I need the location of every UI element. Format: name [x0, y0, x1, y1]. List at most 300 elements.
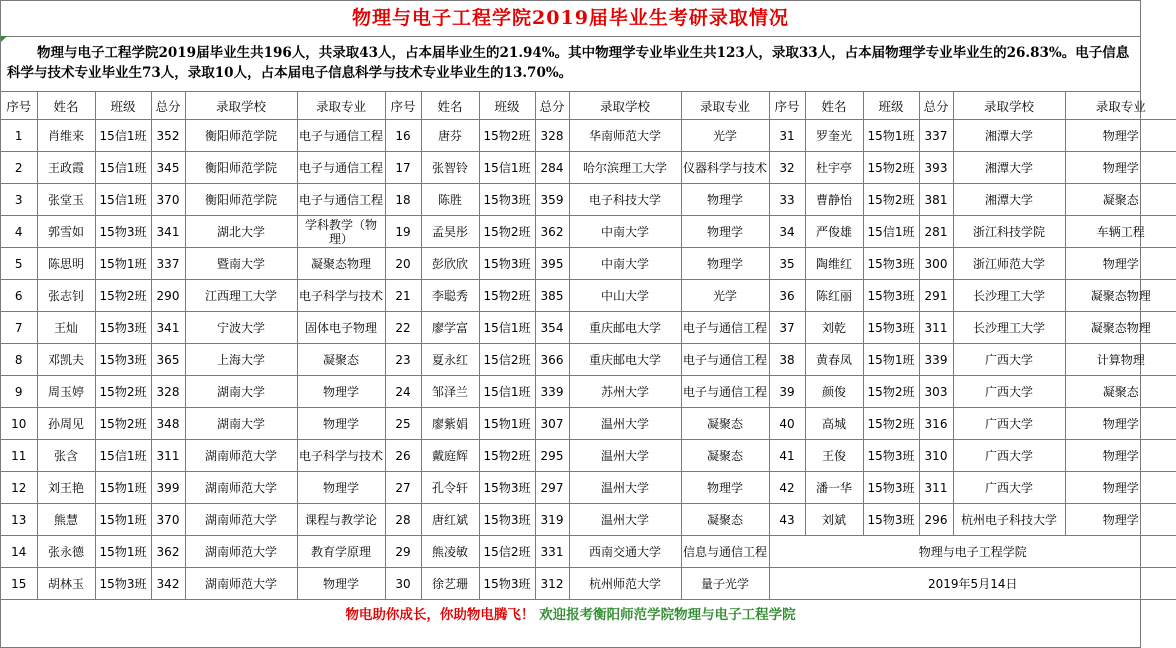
cell-major[interactable]: 信息与通信工程 [681, 536, 769, 568]
cell-class[interactable]: 15物2班 [95, 408, 151, 440]
cell-class[interactable]: 15信1班 [479, 376, 535, 408]
cell-school[interactable]: 湖南大学 [185, 408, 297, 440]
cell-index[interactable]: 21 [385, 280, 421, 312]
cell-major[interactable]: 物理学 [1065, 504, 1176, 536]
cell-index[interactable]: 26 [385, 440, 421, 472]
cell-score[interactable]: 300 [919, 248, 953, 280]
header-class: 班级 [95, 92, 151, 120]
cell-index[interactable]: 23 [385, 344, 421, 376]
cell-major[interactable]: 凝聚态物理 [1065, 312, 1176, 344]
cell-score[interactable]: 341 [151, 216, 185, 248]
cell-index[interactable]: 40 [769, 408, 805, 440]
cell-index[interactable]: 29 [385, 536, 421, 568]
cell-class[interactable]: 15物2班 [863, 184, 919, 216]
cell-name[interactable]: 陈红丽 [805, 280, 863, 312]
cell-major[interactable]: 电子与通信工程 [681, 312, 769, 344]
cell-class[interactable]: 15信1班 [479, 152, 535, 184]
cell-class[interactable]: 15物1班 [863, 120, 919, 152]
cell-major[interactable]: 凝聚态 [1065, 184, 1176, 216]
cell-score[interactable]: 395 [535, 248, 569, 280]
table-row [1, 504, 1176, 536]
cell-major[interactable]: 教育学原理 [297, 536, 385, 568]
cell-score[interactable]: 354 [535, 312, 569, 344]
cell-name[interactable]: 徐艺珊 [421, 568, 479, 600]
cell-class[interactable]: 15物2班 [479, 120, 535, 152]
cell-score[interactable]: 385 [535, 280, 569, 312]
cell-index[interactable]: 37 [769, 312, 805, 344]
cell-school[interactable]: 湖北大学 [185, 216, 297, 248]
header-class: 班级 [479, 92, 535, 120]
cell-school[interactable]: 衡阳师范学院 [185, 120, 297, 152]
cell-name[interactable]: 杜宇亭 [805, 152, 863, 184]
cell-school[interactable]: 湘潭大学 [953, 184, 1065, 216]
cell-name[interactable]: 周玉婷 [37, 376, 95, 408]
cell-score[interactable]: 342 [151, 568, 185, 600]
cell-score[interactable]: 331 [535, 536, 569, 568]
cell-score[interactable]: 352 [151, 120, 185, 152]
admission-table [1, 92, 1176, 600]
cell-name[interactable]: 邹泽兰 [421, 376, 479, 408]
table-row [1, 312, 1176, 344]
cell-index[interactable]: 7 [1, 312, 37, 344]
cell-school[interactable]: 衡阳师范学院 [185, 152, 297, 184]
cell-score[interactable]: 319 [535, 504, 569, 536]
cell-score[interactable]: 337 [919, 120, 953, 152]
cell-school[interactable]: 湖南师范大学 [185, 568, 297, 600]
cell-index[interactable]: 17 [385, 152, 421, 184]
cell-index[interactable]: 10 [1, 408, 37, 440]
cell-index[interactable]: 9 [1, 376, 37, 408]
cell-school[interactable]: 湖南师范大学 [185, 440, 297, 472]
cell-index[interactable]: 32 [769, 152, 805, 184]
cell-index[interactable]: 6 [1, 280, 37, 312]
cell-score[interactable]: 307 [535, 408, 569, 440]
cell-school[interactable]: 广西大学 [953, 440, 1065, 472]
cell-index[interactable]: 8 [1, 344, 37, 376]
cell-index[interactable]: 41 [769, 440, 805, 472]
cell-major[interactable]: 物理学 [681, 248, 769, 280]
cell-score[interactable]: 303 [919, 376, 953, 408]
cell-index[interactable]: 18 [385, 184, 421, 216]
cell-name[interactable]: 黄春凤 [805, 344, 863, 376]
cell-school[interactable]: 温州大学 [569, 504, 681, 536]
cell-school[interactable]: 华南师范大学 [569, 120, 681, 152]
cell-score[interactable]: 316 [919, 408, 953, 440]
header-major: 录取专业 [1065, 92, 1176, 120]
cell-class[interactable]: 15物2班 [479, 440, 535, 472]
cell-class[interactable]: 15物2班 [863, 376, 919, 408]
cell-school[interactable]: 重庆邮电大学 [569, 312, 681, 344]
table-row [1, 216, 1176, 248]
cell-class[interactable]: 15物3班 [863, 248, 919, 280]
table-row [1, 184, 1176, 216]
cell-class[interactable]: 15物3班 [479, 504, 535, 536]
cell-major[interactable]: 学科教学（物理） [297, 216, 385, 248]
cell-major[interactable]: 凝聚态 [1065, 376, 1176, 408]
header-score: 总分 [535, 92, 569, 120]
cell-class[interactable]: 15信1班 [95, 440, 151, 472]
cell-name[interactable]: 陈思明 [37, 248, 95, 280]
cell-name[interactable]: 刘王艳 [37, 472, 95, 504]
cell-class[interactable]: 15物2班 [863, 152, 919, 184]
cell-index[interactable]: 22 [385, 312, 421, 344]
cell-school[interactable]: 湘潭大学 [953, 152, 1065, 184]
cell-class[interactable]: 15信1班 [479, 312, 535, 344]
cell-class[interactable]: 15物3班 [863, 504, 919, 536]
cell-name[interactable]: 陈胜 [421, 184, 479, 216]
cell-name[interactable]: 张永德 [37, 536, 95, 568]
cell-school[interactable]: 杭州电子科技大学 [953, 504, 1065, 536]
cell-name[interactable]: 孔令轩 [421, 472, 479, 504]
cell-class[interactable]: 15物3班 [95, 344, 151, 376]
table-row [1, 120, 1176, 152]
cell-school[interactable]: 哈尔滨理工大学 [569, 152, 681, 184]
cell-name[interactable]: 郭雪如 [37, 216, 95, 248]
table-row [1, 408, 1176, 440]
cell-major[interactable]: 量子光学 [681, 568, 769, 600]
cell-class[interactable]: 15物1班 [95, 248, 151, 280]
cell-class[interactable]: 15物1班 [95, 504, 151, 536]
cell-name[interactable]: 陶维红 [805, 248, 863, 280]
cell-class[interactable]: 15物2班 [95, 376, 151, 408]
cell-name[interactable]: 刘斌 [805, 504, 863, 536]
cell-score[interactable]: 311 [151, 440, 185, 472]
cell-class[interactable]: 15物3班 [479, 248, 535, 280]
header-major: 录取专业 [297, 92, 385, 120]
cell-major[interactable]: 凝聚态 [681, 440, 769, 472]
header-score: 总分 [919, 92, 953, 120]
cell-name[interactable]: 李聪秀 [421, 280, 479, 312]
cell-score[interactable]: 296 [919, 504, 953, 536]
cell-score[interactable]: 290 [151, 280, 185, 312]
cell-major[interactable]: 电子与通信工程 [297, 184, 385, 216]
cell-index[interactable]: 4 [1, 216, 37, 248]
cell-school[interactable]: 广西大学 [953, 376, 1065, 408]
cell-name[interactable]: 张含 [37, 440, 95, 472]
cell-major[interactable]: 物理学 [681, 216, 769, 248]
cell-school[interactable]: 湖南大学 [185, 376, 297, 408]
cell-index[interactable]: 12 [1, 472, 37, 504]
cell-major[interactable]: 凝聚态物理 [1065, 280, 1176, 312]
cell-major[interactable]: 凝聚态物理 [297, 248, 385, 280]
cell-school[interactable]: 江西理工大学 [185, 280, 297, 312]
cell-major[interactable]: 物理学 [297, 472, 385, 504]
cell-index[interactable]: 2 [1, 152, 37, 184]
signature-school: 物理与电子工程学院 [769, 536, 1176, 568]
cell-class[interactable]: 15物3班 [479, 472, 535, 504]
cell-name[interactable]: 戴庭辉 [421, 440, 479, 472]
cell-score[interactable]: 370 [151, 504, 185, 536]
cell-index[interactable]: 11 [1, 440, 37, 472]
cell-index[interactable]: 25 [385, 408, 421, 440]
cell-major[interactable]: 物理学 [1065, 248, 1176, 280]
cell-school[interactable]: 电子科技大学 [569, 184, 681, 216]
cell-class[interactable]: 15物3班 [863, 472, 919, 504]
cell-index[interactable]: 36 [769, 280, 805, 312]
cell-score[interactable]: 295 [535, 440, 569, 472]
cell-class[interactable]: 15物3班 [479, 568, 535, 600]
cell-index[interactable]: 35 [769, 248, 805, 280]
header-school: 录取学校 [953, 92, 1065, 120]
comment-marker-icon [1, 36, 7, 42]
cell-class[interactable]: 15信1班 [95, 120, 151, 152]
table-row [1, 152, 1176, 184]
header-index: 序号 [769, 92, 805, 120]
cell-score[interactable]: 310 [919, 440, 953, 472]
cell-school[interactable]: 上海大学 [185, 344, 297, 376]
cell-index[interactable]: 24 [385, 376, 421, 408]
cell-index[interactable]: 14 [1, 536, 37, 568]
cell-name[interactable]: 彭欣欣 [421, 248, 479, 280]
table-row [1, 440, 1176, 472]
cell-class[interactable]: 15物3班 [479, 184, 535, 216]
cell-name[interactable]: 潘一华 [805, 472, 863, 504]
cell-school[interactable]: 长沙理工大学 [953, 280, 1065, 312]
cell-major[interactable]: 车辆工程 [1065, 216, 1176, 248]
cell-score[interactable]: 281 [919, 216, 953, 248]
cell-score[interactable]: 328 [535, 120, 569, 152]
cell-name[interactable]: 王灿 [37, 312, 95, 344]
cell-score[interactable]: 348 [151, 408, 185, 440]
header-index: 序号 [385, 92, 421, 120]
cell-school[interactable]: 温州大学 [569, 408, 681, 440]
cell-school[interactable]: 西南交通大学 [569, 536, 681, 568]
cell-name[interactable]: 唐芬 [421, 120, 479, 152]
signature-date: 2019年5月14日 [769, 568, 1176, 600]
table-row [1, 536, 1176, 568]
cell-class[interactable]: 15物3班 [863, 312, 919, 344]
cell-score[interactable]: 345 [151, 152, 185, 184]
cell-school[interactable]: 广西大学 [953, 344, 1065, 376]
cell-class[interactable]: 15物3班 [95, 216, 151, 248]
cell-name[interactable]: 熊慧 [37, 504, 95, 536]
cell-class[interactable]: 15物1班 [479, 408, 535, 440]
cell-index[interactable]: 34 [769, 216, 805, 248]
cell-school[interactable]: 湖南师范大学 [185, 472, 297, 504]
cell-class[interactable]: 15信2班 [479, 536, 535, 568]
cell-index[interactable]: 13 [1, 504, 37, 536]
header-name: 姓名 [421, 92, 479, 120]
cell-name[interactable]: 张志钊 [37, 280, 95, 312]
cell-school[interactable]: 中南大学 [569, 216, 681, 248]
footer-slogan: 物电助你成长，你助物电腾飞！ [345, 607, 535, 623]
cell-index[interactable]: 27 [385, 472, 421, 504]
cell-major[interactable]: 凝聚态 [681, 504, 769, 536]
table-row [1, 568, 1176, 600]
cell-name[interactable]: 熊凌敏 [421, 536, 479, 568]
cell-class[interactable]: 15物3班 [95, 568, 151, 600]
cell-index[interactable]: 43 [769, 504, 805, 536]
cell-name[interactable]: 邓凯夫 [37, 344, 95, 376]
table-row [1, 472, 1176, 504]
cell-class[interactable]: 15物1班 [95, 472, 151, 504]
cell-score[interactable]: 339 [535, 376, 569, 408]
cell-index[interactable]: 5 [1, 248, 37, 280]
cell-score[interactable]: 393 [919, 152, 953, 184]
cell-school[interactable]: 湖南师范大学 [185, 504, 297, 536]
cell-class[interactable]: 15物3班 [863, 280, 919, 312]
cell-major[interactable]: 物理学 [1065, 120, 1176, 152]
cell-school[interactable]: 暨南大学 [185, 248, 297, 280]
cell-school[interactable]: 广西大学 [953, 408, 1065, 440]
cell-major[interactable]: 电子与通信工程 [297, 120, 385, 152]
cell-name[interactable]: 罗奎光 [805, 120, 863, 152]
cell-major[interactable]: 光学 [681, 120, 769, 152]
table-row [1, 376, 1176, 408]
cell-major[interactable]: 仪器科学与技术 [681, 152, 769, 184]
cell-major[interactable]: 电子与通信工程 [297, 152, 385, 184]
cell-school[interactable]: 长沙理工大学 [953, 312, 1065, 344]
cell-index[interactable]: 31 [769, 120, 805, 152]
cell-name[interactable]: 曹静怡 [805, 184, 863, 216]
cell-name[interactable]: 夏永红 [421, 344, 479, 376]
summary-text: 物理与电子工程学院2019届毕业生共196人，共录取43人，占本届毕业生的21.94%。其中物理学专业毕业生共123人，录取33人，占本届物理学专业毕业生的26.83%。电子信息科学与技术专业毕业生73人，录取10人，占本届电子信息科学与技术专业毕业生的13.70%。 [1, 37, 1140, 92]
cell-major[interactable]: 凝聚态 [681, 408, 769, 440]
cell-score[interactable]: 297 [535, 472, 569, 504]
cell-name[interactable]: 严俊雄 [805, 216, 863, 248]
cell-class[interactable]: 15物3班 [95, 312, 151, 344]
header-index: 序号 [1, 92, 37, 120]
cell-major[interactable]: 物理学 [1065, 472, 1176, 504]
table-row [1, 248, 1176, 280]
cell-class[interactable]: 15物1班 [863, 344, 919, 376]
cell-score[interactable]: 291 [919, 280, 953, 312]
cell-school[interactable]: 杭州师范大学 [569, 568, 681, 600]
cell-class[interactable]: 15信1班 [95, 152, 151, 184]
cell-score[interactable]: 359 [535, 184, 569, 216]
cell-school[interactable]: 苏州大学 [569, 376, 681, 408]
cell-index[interactable]: 30 [385, 568, 421, 600]
cell-score[interactable]: 311 [919, 472, 953, 504]
header-school: 录取学校 [185, 92, 297, 120]
cell-index[interactable]: 33 [769, 184, 805, 216]
cell-school[interactable]: 浙江科技学院 [953, 216, 1065, 248]
cell-major[interactable]: 物理学 [1065, 408, 1176, 440]
cell-class[interactable]: 15信1班 [863, 216, 919, 248]
cell-index[interactable]: 42 [769, 472, 805, 504]
cell-class[interactable]: 15物1班 [95, 536, 151, 568]
cell-class[interactable]: 15信1班 [95, 184, 151, 216]
cell-major[interactable]: 物理学 [297, 408, 385, 440]
cell-score[interactable]: 381 [919, 184, 953, 216]
cell-score[interactable]: 312 [535, 568, 569, 600]
cell-index[interactable]: 39 [769, 376, 805, 408]
cell-score[interactable]: 362 [535, 216, 569, 248]
cell-index[interactable]: 19 [385, 216, 421, 248]
cell-class[interactable]: 15物2班 [479, 216, 535, 248]
cell-score[interactable]: 370 [151, 184, 185, 216]
cell-name[interactable]: 孙周见 [37, 408, 95, 440]
cell-name[interactable]: 廖学富 [421, 312, 479, 344]
cell-index[interactable]: 1 [1, 120, 37, 152]
cell-score[interactable]: 337 [151, 248, 185, 280]
cell-class[interactable]: 15信2班 [479, 344, 535, 376]
cell-major[interactable]: 电子科学与技术 [297, 440, 385, 472]
cell-index[interactable]: 15 [1, 568, 37, 600]
header-name: 姓名 [37, 92, 95, 120]
cell-major[interactable]: 电子科学与技术 [297, 280, 385, 312]
cell-school[interactable]: 重庆邮电大学 [569, 344, 681, 376]
cell-class[interactable]: 15物3班 [863, 440, 919, 472]
table-row [1, 344, 1176, 376]
header-class: 班级 [863, 92, 919, 120]
cell-name[interactable]: 唐红斌 [421, 504, 479, 536]
cell-index[interactable]: 20 [385, 248, 421, 280]
cell-class[interactable]: 15物2班 [863, 408, 919, 440]
cell-major[interactable]: 物理学 [681, 472, 769, 504]
cell-class[interactable]: 15物2班 [95, 280, 151, 312]
header-score: 总分 [151, 92, 185, 120]
table-row [1, 280, 1176, 312]
cell-major[interactable]: 物理学 [297, 376, 385, 408]
cell-major[interactable]: 物理学 [681, 184, 769, 216]
cell-school[interactable]: 中南大学 [569, 248, 681, 280]
cell-major[interactable]: 电子与通信工程 [681, 344, 769, 376]
cell-index[interactable]: 3 [1, 184, 37, 216]
cell-name[interactable]: 高城 [805, 408, 863, 440]
cell-school[interactable]: 中山大学 [569, 280, 681, 312]
header-school: 录取学校 [569, 92, 681, 120]
header-row [1, 92, 1176, 120]
cell-name[interactable]: 廖紫娟 [421, 408, 479, 440]
cell-name[interactable]: 孟昊彤 [421, 216, 479, 248]
cell-school[interactable]: 广西大学 [953, 472, 1065, 504]
cell-score[interactable]: 366 [535, 344, 569, 376]
cell-major[interactable]: 物理学 [297, 568, 385, 600]
footer-invite: 欢迎报考衡阳师范学院物理与电子工程学院 [539, 607, 796, 623]
cell-score[interactable]: 399 [151, 472, 185, 504]
cell-school[interactable]: 温州大学 [569, 472, 681, 504]
cell-major[interactable]: 凝聚态 [297, 344, 385, 376]
cell-major[interactable]: 物理学 [1065, 152, 1176, 184]
cell-major[interactable]: 课程与教学论 [297, 504, 385, 536]
cell-score[interactable]: 311 [919, 312, 953, 344]
cell-school[interactable]: 浙江师范大学 [953, 248, 1065, 280]
cell-name[interactable]: 胡林玉 [37, 568, 95, 600]
footer [1, 600, 1140, 630]
cell-major[interactable]: 固体电子物理 [297, 312, 385, 344]
header-name: 姓名 [805, 92, 863, 120]
cell-score[interactable]: 341 [151, 312, 185, 344]
cell-score[interactable]: 328 [151, 376, 185, 408]
cell-name[interactable]: 肖维来 [37, 120, 95, 152]
cell-major[interactable]: 物理学 [1065, 440, 1176, 472]
cell-school[interactable]: 衡阳师范学院 [185, 184, 297, 216]
cell-major[interactable]: 光学 [681, 280, 769, 312]
cell-major[interactable]: 电子与通信工程 [681, 376, 769, 408]
cell-school[interactable]: 温州大学 [569, 440, 681, 472]
cell-major[interactable]: 计算物理 [1065, 344, 1176, 376]
cell-score[interactable]: 362 [151, 536, 185, 568]
cell-score[interactable]: 365 [151, 344, 185, 376]
cell-school[interactable]: 宁波大学 [185, 312, 297, 344]
cell-name[interactable]: 张智铃 [421, 152, 479, 184]
cell-score[interactable]: 339 [919, 344, 953, 376]
cell-school[interactable]: 湖南师范大学 [185, 536, 297, 568]
cell-name[interactable]: 王政霞 [37, 152, 95, 184]
cell-name[interactable]: 刘乾 [805, 312, 863, 344]
cell-class[interactable]: 15物2班 [479, 280, 535, 312]
cell-name[interactable]: 张堂玉 [37, 184, 95, 216]
cell-score[interactable]: 284 [535, 152, 569, 184]
cell-school[interactable]: 湘潭大学 [953, 120, 1065, 152]
cell-name[interactable]: 王俊 [805, 440, 863, 472]
cell-index[interactable]: 16 [385, 120, 421, 152]
page-title: 物理与电子工程学院2019届毕业生考研录取情况 [1, 1, 1140, 37]
cell-index[interactable]: 28 [385, 504, 421, 536]
cell-index[interactable]: 38 [769, 344, 805, 376]
cell-name[interactable]: 颜俊 [805, 376, 863, 408]
